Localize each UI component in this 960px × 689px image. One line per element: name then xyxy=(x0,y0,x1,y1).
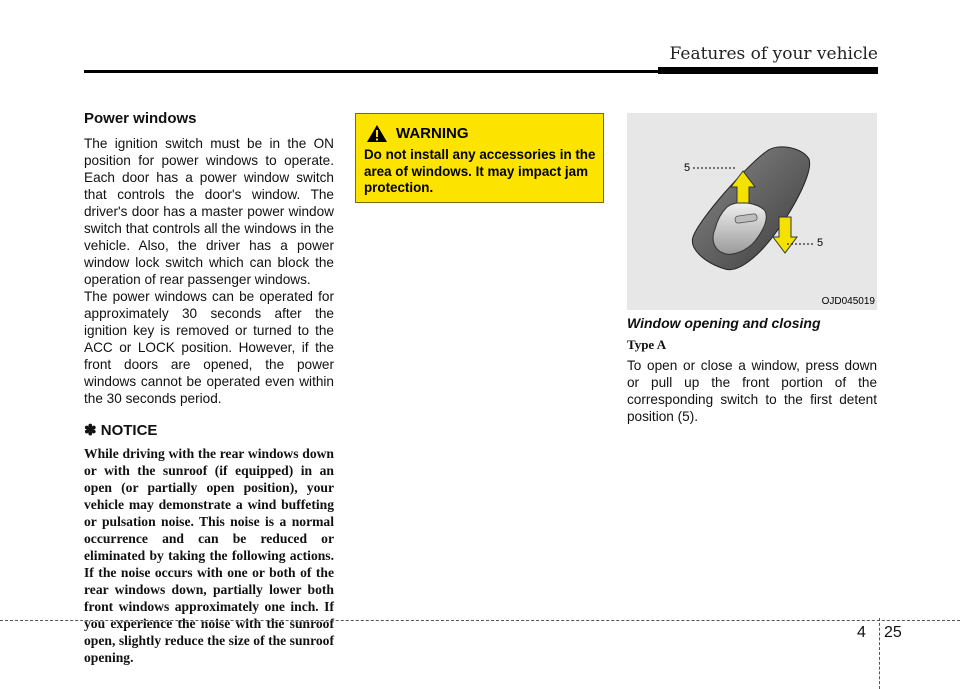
left-column xyxy=(84,110,334,666)
chapter-number: 4 xyxy=(857,624,866,641)
body-paragraph-1: The ignition switch must be in the ON position for power windows to operate. Each door has a power window switch that controls the door's window. The driver's door has a master power window switch that controls all the windows in the vehicle. Also, the driver has a power window lock switch which can block the operation of rear passenger windows. xyxy=(84,136,334,287)
header-rule xyxy=(84,70,658,73)
header-title: Features of your vehicle xyxy=(669,44,878,64)
footer-rule xyxy=(0,620,960,621)
warning-box xyxy=(355,113,604,203)
type-label: Type A xyxy=(627,337,667,352)
instruction-text: To open or close a window, press down or pull up the front portion of the corresponding switch to the first detent position (5). xyxy=(627,358,877,424)
window-switch-illustration xyxy=(627,113,877,310)
footer-divider xyxy=(879,618,880,689)
figure-caption: Window opening and closing xyxy=(627,315,821,331)
section-heading: Power windows xyxy=(84,110,197,127)
notice-text: While driving with the rear windows down or with the sunroof (if equipped) in an open (or partially open position), your vehicle may demonstrate a wind buffeting or pulsation noise. This noise is a normal occurrence and can be reduced or eliminated by taking the following actions. If the noise occurs with one or both of the rear windows down, partially lower both front windows approximately one inch. If you experience the noise with the sunroof open, slightly reduce the size of the sunroof opening. xyxy=(84,446,334,665)
warning-title: WARNING xyxy=(396,125,469,142)
warning-text: Do not install any accessories in the area of windows. It may impact jam protection. xyxy=(364,147,596,195)
header-rule-thick xyxy=(658,67,878,74)
warning-triangle-icon xyxy=(366,124,388,143)
warning-header xyxy=(366,124,469,143)
notice-heading: ✽ NOTICE xyxy=(84,422,158,439)
callout-label-top: 5 xyxy=(684,162,691,174)
callout-label-bottom: 5 xyxy=(817,237,824,249)
window-switch-figure xyxy=(627,113,877,310)
page-number: 25 xyxy=(884,624,902,641)
body-paragraph-2: The power windows can be operated for approximately 30 seconds after the ignition key is removed or turned to the ACC or LOCK position. However, if the front doors are opened, the power windows cannot be operated even within the 30 seconds period. xyxy=(84,289,334,406)
right-column xyxy=(627,315,877,425)
figure-code: OJD045019 xyxy=(821,296,875,307)
